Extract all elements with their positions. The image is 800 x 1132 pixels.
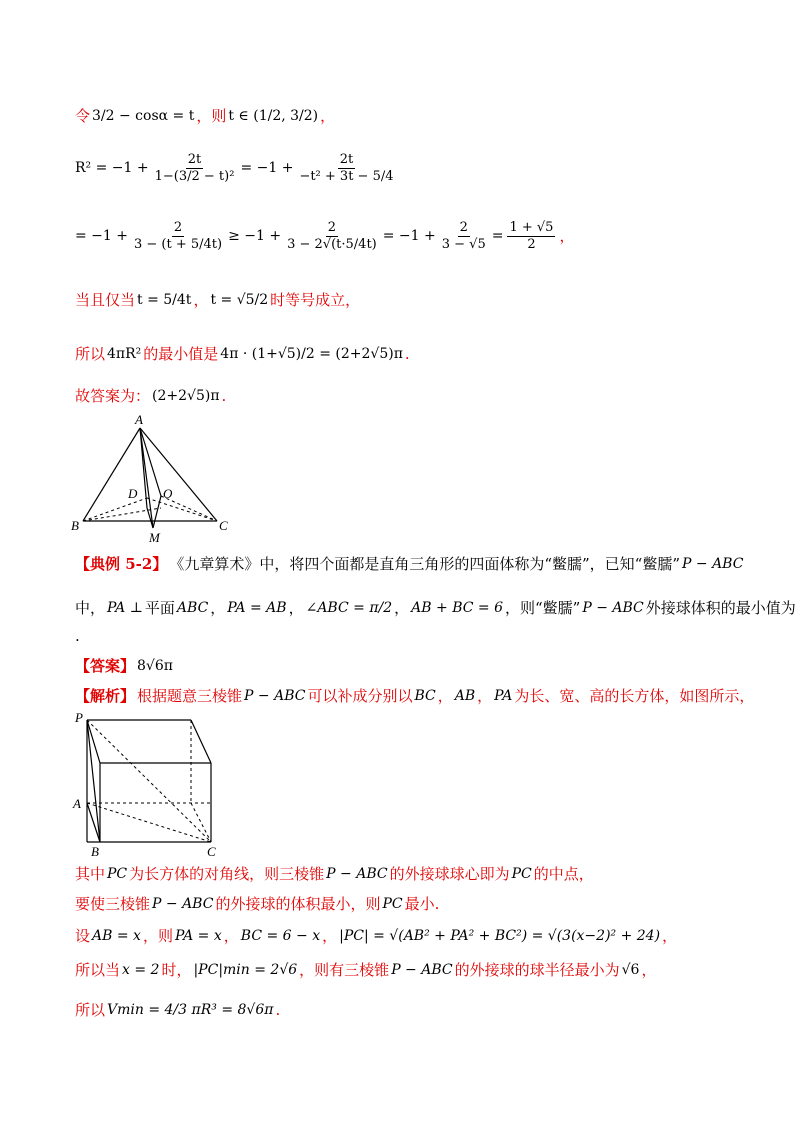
math-expr: x = 2 — [122, 962, 160, 978]
text: 令 — [75, 107, 91, 125]
math-expr: BC = 6 − x — [240, 928, 321, 944]
text: ，则“鳖臑” — [505, 599, 581, 617]
text: 中， — [75, 599, 106, 617]
box-figure — [65, 708, 235, 860]
denominator: 1−(3/2 − t)² — [154, 168, 235, 184]
fraction — [297, 152, 395, 185]
math-expr: 8√6π — [137, 658, 173, 674]
text: 为长方体的对角线，则三棱锥 — [129, 865, 325, 883]
line-7 — [75, 552, 744, 576]
math-expr: = −1 + — [382, 228, 436, 244]
math-expr: P − ABC — [152, 896, 214, 912]
text: 的外接球的体积最小，则 — [215, 895, 381, 913]
line-11 — [75, 684, 755, 708]
label-a: A — [135, 412, 143, 427]
text: . — [404, 345, 410, 363]
text: 最小. — [404, 895, 440, 913]
math-expr: P − ABC — [326, 866, 388, 882]
line-5 — [75, 342, 740, 366]
math-expr: R² = −1 + — [75, 160, 149, 176]
text: . — [221, 387, 227, 405]
text: ， — [210, 599, 226, 617]
label-d: D — [128, 486, 138, 501]
denominator: −t² + 3t − 5/4 — [299, 168, 394, 184]
fraction — [153, 152, 237, 185]
text: 外接球体积的最小值为 — [645, 599, 796, 617]
line-3 — [75, 214, 740, 258]
math-expr: √6 — [621, 962, 640, 978]
label-b: B — [71, 518, 79, 533]
math-expr: PA = x — [174, 928, 222, 944]
math-expr: AB + BC = 6 — [411, 600, 503, 616]
numerator: 2t — [187, 151, 202, 167]
text: . — [75, 627, 80, 645]
text: 当且仅当 — [75, 291, 136, 309]
dashed-bd — [83, 498, 147, 521]
math-expr: BC — [414, 688, 436, 704]
text: ， — [193, 291, 209, 309]
text: 的最小值是 — [143, 345, 219, 363]
text: ， — [641, 961, 657, 979]
math-expr: t = 5/4t — [137, 292, 192, 308]
fraction — [132, 220, 224, 253]
text: ， — [394, 599, 410, 617]
line-9 — [75, 624, 740, 648]
line-6 — [75, 384, 740, 408]
text: 平面 — [144, 599, 175, 617]
line-10 — [75, 654, 740, 678]
text: ， — [559, 227, 575, 245]
math-expr: = — [491, 228, 504, 244]
line-15 — [75, 958, 740, 982]
line-12 — [75, 862, 740, 886]
text: 的中点， — [533, 865, 594, 883]
text: ， — [662, 927, 678, 945]
text: ，则有三棱锥 — [299, 961, 390, 979]
label-c: C — [207, 844, 216, 859]
label-b: B — [91, 844, 99, 859]
edge-ab — [83, 428, 140, 521]
text: 时等号成立， — [270, 291, 361, 309]
line-2 — [75, 148, 740, 188]
math-expr: PC — [511, 866, 532, 882]
answer-tag: 【答案】 — [75, 657, 136, 675]
text: ，则 — [196, 107, 227, 125]
text: 时， — [161, 961, 192, 979]
text: 故答案为： — [75, 387, 151, 405]
math-expr: PA ⊥ — [107, 600, 143, 616]
text: 《九章算术》中，将四个面都是直角三角形的四面体称为“鳖臑”，已知“鳖臑” — [169, 555, 681, 573]
math-expr: P − ABC — [391, 962, 453, 978]
dashed-pc — [87, 720, 211, 842]
line-4 — [75, 288, 740, 312]
math-expr: 4π · (1+√5)/2 = (2+2√5)π — [220, 346, 403, 362]
line-13 — [75, 892, 740, 916]
edge-am — [140, 428, 153, 528]
math-expr: PA — [494, 688, 513, 704]
denominator: 3 − (t + 5/4t) — [134, 236, 223, 252]
dashed-back-to-c — [191, 803, 211, 842]
text: 所以当 — [75, 961, 121, 979]
numerator: 2 — [459, 219, 468, 235]
text: 为长、宽、高的长方体，如图所示， — [514, 687, 755, 705]
dashed-ac — [87, 803, 211, 842]
denominator: 3 − 2√(t·5/4t) — [287, 236, 377, 252]
math-expr: PA = AB — [227, 600, 287, 616]
label-o: O — [163, 486, 173, 501]
math-expr: P − ABC — [582, 600, 644, 616]
math-expr: PC — [107, 866, 128, 882]
math-expr: P − ABC — [682, 556, 744, 572]
text: 根据题意三棱锥 — [137, 687, 243, 705]
math-expr: AB — [454, 688, 476, 704]
line-1 — [75, 104, 740, 128]
text: ， — [320, 107, 336, 125]
fraction — [285, 220, 379, 253]
fraction — [507, 220, 555, 253]
text: . — [275, 1001, 281, 1019]
numerator: 2 — [173, 219, 183, 235]
example-tag: 【典例 5-2】 — [75, 555, 168, 573]
math-expr: |PC| = √(AB² + PA² + BC²) = √(3(x−2)² + 24) — [339, 928, 661, 944]
math-expr: (2+2√5)π — [152, 388, 220, 404]
text: ， — [288, 599, 304, 617]
math-expr: ABC — [176, 600, 209, 616]
label-c: C — [219, 518, 228, 533]
text: 的外接球的球半径最小为 — [454, 961, 620, 979]
math-expr: ∠ABC = π/2 — [305, 600, 393, 616]
line-16 — [75, 998, 740, 1022]
numerator: 2 — [327, 219, 337, 235]
denominator: 2 — [527, 236, 536, 252]
math-expr: AB = x — [92, 928, 141, 944]
numerator: 1 + √5 — [509, 219, 554, 235]
text: ， — [477, 687, 493, 705]
text: 设 — [75, 927, 91, 945]
text: ， — [322, 927, 338, 945]
text: 其中 — [75, 865, 106, 883]
tetrahedron-figure — [65, 408, 245, 543]
math-expr: Vmin = 4/3 πR³ = 8√6π — [107, 1002, 274, 1018]
math-expr: P − ABC — [244, 688, 306, 704]
math-expr: t ∈ (1/2, 3/2) — [228, 108, 319, 124]
text: 所以 — [75, 345, 106, 363]
label-p: P — [75, 710, 83, 725]
text: 要使三棱锥 — [75, 895, 151, 913]
math-expr: 3/2 − cosα = t — [92, 108, 195, 124]
text: 所以 — [75, 1001, 106, 1019]
line-8 — [75, 596, 796, 620]
math-expr: PC — [382, 896, 403, 912]
edge-top-right — [191, 720, 211, 763]
text: ， — [223, 927, 239, 945]
numerator: 2t — [339, 151, 354, 167]
denominator: 3 − √5 — [441, 236, 486, 252]
math-expr: t = √5/2 — [210, 292, 269, 308]
math-expr: ≥ −1 + — [228, 228, 282, 244]
math-expr: = −1 + — [75, 228, 128, 244]
fraction — [440, 220, 488, 253]
text: 可以补成分别以 — [307, 687, 413, 705]
text: 的外接球球心即为 — [389, 865, 510, 883]
math-expr: |PC|min = 2√6 — [193, 962, 298, 978]
line-14 — [75, 924, 740, 948]
analysis-tag: 【解析】 — [75, 687, 136, 705]
edge-ac — [140, 428, 217, 521]
label-m: M — [149, 530, 160, 543]
label-a: A — [73, 796, 81, 811]
math-expr: 4πR² — [107, 346, 142, 362]
text: ， — [437, 687, 453, 705]
math-expr: = −1 + — [240, 160, 294, 176]
text: ，则 — [142, 927, 173, 945]
